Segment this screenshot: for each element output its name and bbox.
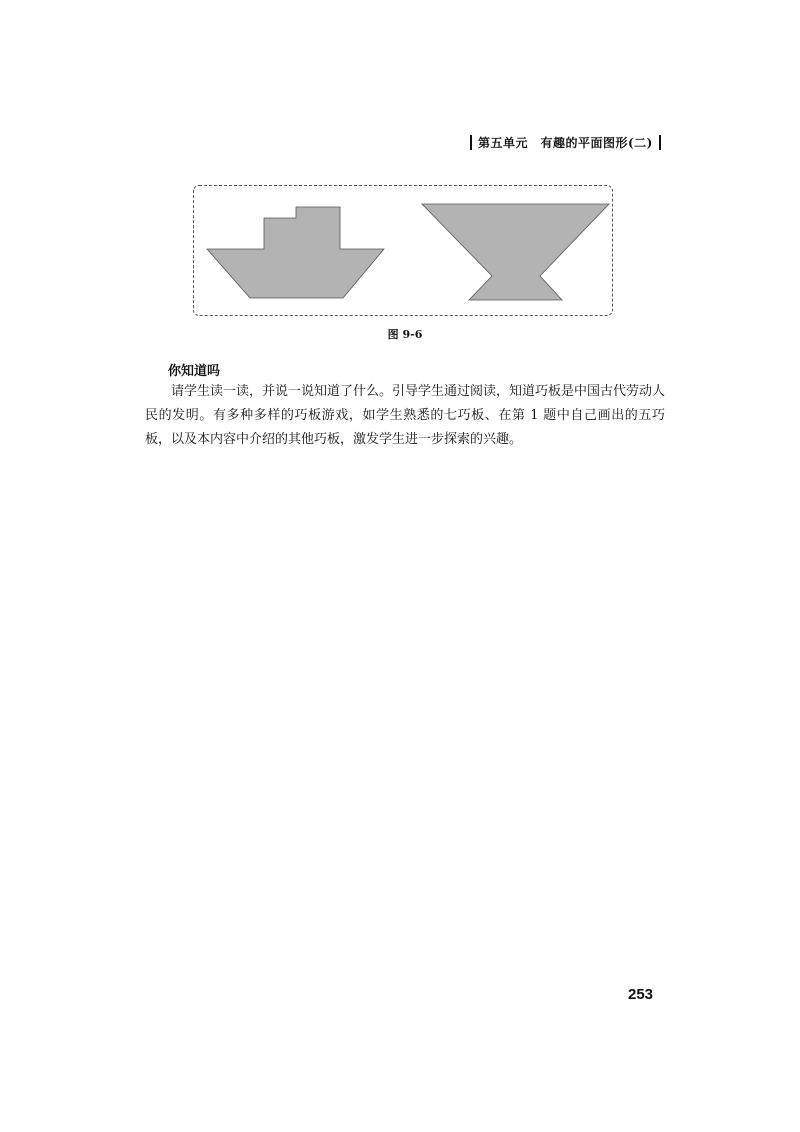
tangram-figure [194, 186, 614, 317]
chapter-title: 第五单元 有趣的平面图形(二) [478, 135, 653, 150]
section-heading: 你知道吗 [168, 364, 221, 379]
figure-caption: 图 9-6 [387, 328, 423, 341]
running-header [470, 133, 710, 151]
boat-shape [207, 207, 384, 298]
page-number: 253 [628, 986, 654, 1003]
goblet-shape [422, 204, 609, 300]
header-left-bar [470, 135, 472, 150]
section-body-text: 请学生读一读，并说一说知道了什么。引导学生通过阅读，知道巧板是中国古代劳动人民的发明。有多种多样的巧板游戏，如学生熟悉的七巧板、在第 1 题中自己画出的五巧板，以及本内容中介绍的其他巧板，激发学生进一步探索的兴趣。 [145, 384, 666, 447]
figure-frame [193, 185, 613, 316]
header-right-bar [659, 135, 661, 150]
